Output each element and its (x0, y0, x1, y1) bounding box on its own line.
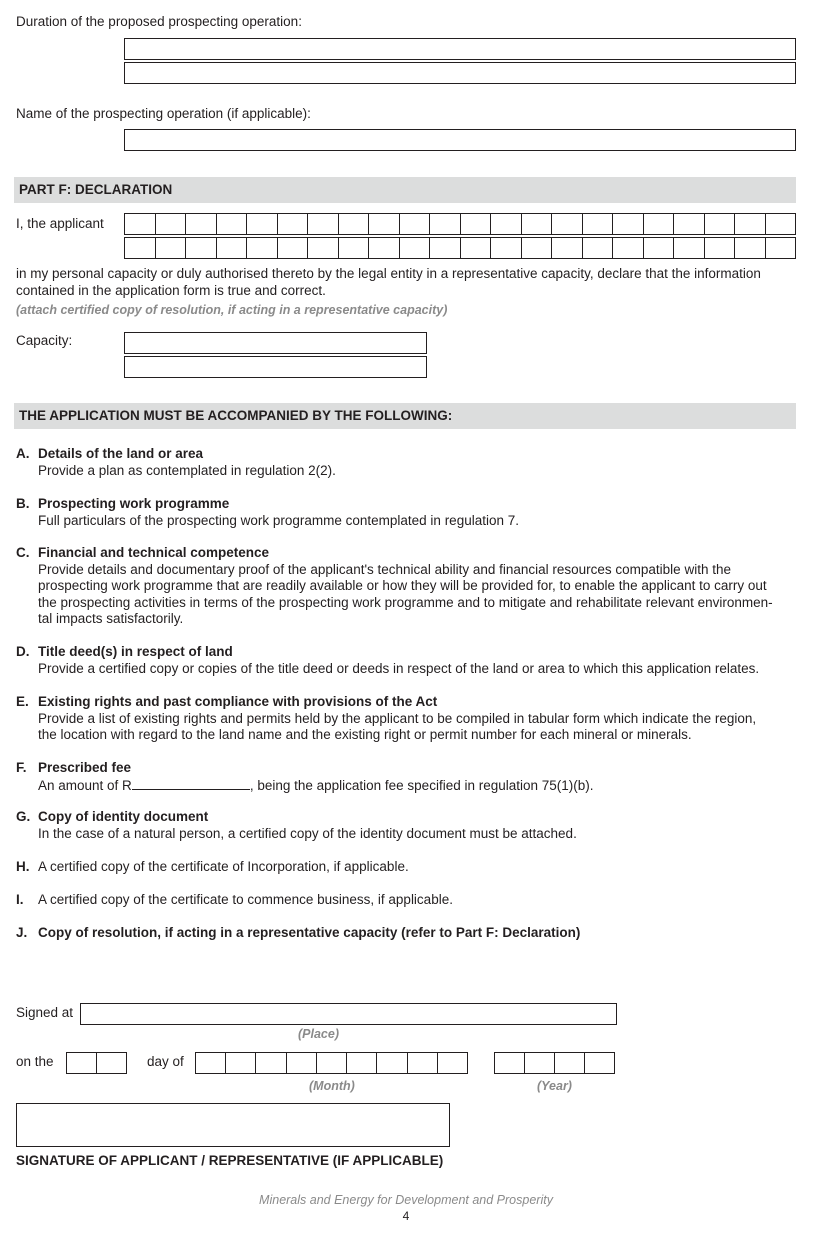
applicant-name-cells-row-2[interactable] (124, 237, 796, 259)
character-cell[interactable] (704, 214, 735, 234)
character-cell[interactable] (612, 214, 643, 234)
requirement-body: Full particulars of the prospecting work programme contemplated in regulation 7. (38, 512, 519, 528)
capacity-field-2[interactable] (124, 356, 427, 378)
character-cell[interactable] (338, 214, 369, 234)
character-cell[interactable] (643, 214, 674, 234)
character-cell[interactable] (551, 238, 582, 258)
place-hint: (Place) (298, 1027, 339, 1041)
character-cell[interactable] (734, 238, 765, 258)
requirement-letter: G. (16, 809, 31, 824)
signed-at-label: Signed at (16, 1005, 74, 1020)
character-cell[interactable] (216, 238, 247, 258)
character-cell[interactable] (429, 238, 460, 258)
character-cell[interactable] (429, 214, 460, 234)
character-cell[interactable] (460, 214, 491, 234)
requirement-d (16, 644, 806, 677)
requirement-b (16, 496, 806, 529)
day-cells[interactable] (66, 1052, 127, 1074)
requirement-i (16, 892, 806, 909)
character-cell[interactable] (551, 214, 582, 234)
signature-field[interactable] (16, 1103, 450, 1147)
requirement-c (16, 545, 806, 628)
fee-suffix: , being the application fee specified in regulation 75(1)(b). (249, 777, 594, 793)
requirement-f (16, 760, 806, 794)
character-cell[interactable] (460, 238, 491, 258)
character-cell[interactable] (399, 238, 430, 258)
month-cells[interactable] (195, 1052, 468, 1074)
character-cell[interactable] (734, 214, 765, 234)
character-cell[interactable] (155, 238, 186, 258)
requirement-title: Prescribed fee (38, 760, 132, 775)
character-cell[interactable] (255, 1053, 285, 1073)
character-cell[interactable] (216, 214, 247, 234)
requirement-j (16, 925, 806, 942)
character-cell[interactable] (125, 214, 155, 234)
character-cell[interactable] (316, 1053, 346, 1073)
character-cell[interactable] (96, 1053, 126, 1073)
requirement-body-line-1: Provide a list of existing rights and permits held by the applicant to be compiled in tabular form which indicate the region, (38, 710, 757, 726)
character-cell[interactable] (246, 238, 277, 258)
character-cell[interactable] (407, 1053, 437, 1073)
day-of-label: day of (147, 1054, 184, 1069)
requirement-letter: E. (16, 694, 29, 709)
requirement-letter: H. (16, 859, 30, 874)
requirement-title: Prospecting work programme (38, 496, 230, 511)
applicant-label: I, the applicant (16, 216, 104, 231)
character-cell[interactable] (67, 1053, 96, 1073)
duration-label: Duration of the proposed prospecting operation: (16, 14, 302, 29)
character-cell[interactable] (185, 214, 216, 234)
signature-label: SIGNATURE OF APPLICANT / REPRESENTATIVE (IF APPLICABLE) (16, 1153, 444, 1168)
character-cell[interactable] (155, 214, 186, 234)
resolution-note: (attach certified copy of resolution, if acting in a representative capacity) (16, 303, 448, 317)
character-cell[interactable] (673, 214, 704, 234)
applicant-name-cells-row-1[interactable] (124, 213, 796, 235)
part-f-heading: PART F: DECLARATION (19, 182, 173, 197)
character-cell[interactable] (399, 214, 430, 234)
character-cell[interactable] (307, 238, 338, 258)
requirement-letter: A. (16, 446, 30, 461)
character-cell[interactable] (437, 1053, 467, 1073)
character-cell[interactable] (125, 238, 155, 258)
character-cell[interactable] (490, 238, 521, 258)
character-cell[interactable] (521, 214, 552, 234)
requirement-letter: F. (16, 760, 27, 775)
requirement-title: Copy of identity document (38, 809, 209, 824)
operation-name-field[interactable] (124, 129, 796, 151)
character-cell[interactable] (521, 238, 552, 258)
signed-at-place-field[interactable] (80, 1003, 617, 1025)
character-cell[interactable] (495, 1053, 524, 1073)
character-cell[interactable] (584, 1053, 614, 1073)
requirement-title: Existing rights and past compliance with provisions of the Act (38, 694, 438, 709)
requirement-body: Provide a certified copy or copies of the title deed or deeds in respect of the land or area to which this application relates. (38, 660, 760, 676)
character-cell[interactable] (582, 238, 613, 258)
character-cell[interactable] (554, 1053, 584, 1073)
requirement-title: Copy of resolution, if acting in a representative capacity (refer to Part F: Declaration) (38, 925, 581, 940)
declaration-line-2: contained in the application form is true and correct. (16, 283, 326, 298)
requirements-heading: THE APPLICATION MUST BE ACCOMPANIED BY THE FOLLOWING: (19, 408, 453, 423)
character-cell[interactable] (286, 1053, 316, 1073)
duration-field-1[interactable] (124, 38, 796, 60)
requirement-letter: I. (16, 892, 24, 907)
requirement-body-line-1: Provide details and documentary proof of the applicant's technical ability and financial resources compatible with the (38, 561, 731, 577)
character-cell[interactable] (277, 214, 308, 234)
footer-tagline: Minerals and Energy for Development and Prosperity (259, 1193, 553, 1207)
capacity-field-1[interactable] (124, 332, 427, 354)
month-hint: (Month) (309, 1079, 355, 1093)
requirement-g (16, 809, 806, 842)
character-cell[interactable] (246, 214, 277, 234)
character-cell[interactable] (582, 214, 613, 234)
character-cell[interactable] (185, 238, 216, 258)
part-f-heading-band (14, 177, 796, 203)
requirement-a (16, 446, 806, 479)
character-cell[interactable] (643, 238, 674, 258)
fee-prefix: An amount of R (38, 777, 132, 793)
requirement-body-line-2: the location with regard to the land name and the existing right or permit number for each mineral or minerals. (38, 727, 692, 742)
character-cell[interactable] (704, 238, 735, 258)
requirement-body: Provide a plan as contemplated in regulation 2(2). (38, 462, 336, 478)
requirement-text: A certified copy of the certificate of Incorporation, if applicable. (38, 859, 409, 874)
requirement-title: Financial and technical competence (38, 545, 270, 560)
fee-amount-field[interactable] (132, 777, 250, 790)
character-cell[interactable] (524, 1053, 554, 1073)
character-cell[interactable] (225, 1053, 255, 1073)
page-number: 4 (402, 1209, 410, 1223)
requirements-heading-band (14, 403, 796, 429)
character-cell[interactable] (338, 238, 369, 258)
character-cell[interactable] (196, 1053, 225, 1073)
character-cell[interactable] (376, 1053, 406, 1073)
requirement-letter: D. (16, 644, 30, 659)
requirement-body-line-4: tal impacts satisfactorily. (38, 611, 184, 626)
character-cell[interactable] (346, 1053, 376, 1073)
character-cell[interactable] (490, 214, 521, 234)
requirement-e (16, 694, 806, 744)
requirement-text: A certified copy of the certificate to commence business, if applicable. (38, 892, 453, 907)
requirement-letter: J. (16, 925, 28, 940)
character-cell[interactable] (612, 238, 643, 258)
character-cell[interactable] (368, 214, 399, 234)
duration-field-2[interactable] (124, 62, 796, 84)
requirement-title: Details of the land or area (38, 446, 204, 461)
requirement-letter: C. (16, 545, 30, 560)
year-cells[interactable] (494, 1052, 615, 1074)
character-cell[interactable] (765, 214, 796, 234)
requirement-body-line-3: the prospecting activities in terms of the prospecting work programme and to mitigate and rehabilitate relevant environmen- (38, 594, 773, 610)
capacity-label: Capacity: (16, 333, 73, 348)
character-cell[interactable] (277, 238, 308, 258)
year-hint: (Year) (537, 1079, 572, 1093)
requirement-body: In the case of a natural person, a certified copy of the identity document must be attached. (38, 825, 577, 841)
declaration-line-1: in my personal capacity or duly authorised thereto by the legal entity in a representative capacity, declare that the information (16, 266, 761, 281)
fee-sentence (38, 777, 806, 795)
requirement-title: Title deed(s) in respect of land (38, 644, 233, 659)
character-cell[interactable] (368, 238, 399, 258)
character-cell[interactable] (307, 214, 338, 234)
operation-name-label: Name of the prospecting operation (if applicable): (16, 106, 311, 121)
requirement-h (16, 859, 806, 876)
requirement-body-line-2: prospecting work programme that are readily available or how they will be provided for, to enable the applicant to carry out (38, 578, 767, 593)
character-cell[interactable] (673, 238, 704, 258)
character-cell[interactable] (765, 238, 796, 258)
on-the-label: on the (16, 1054, 54, 1069)
requirement-letter: B. (16, 496, 30, 511)
